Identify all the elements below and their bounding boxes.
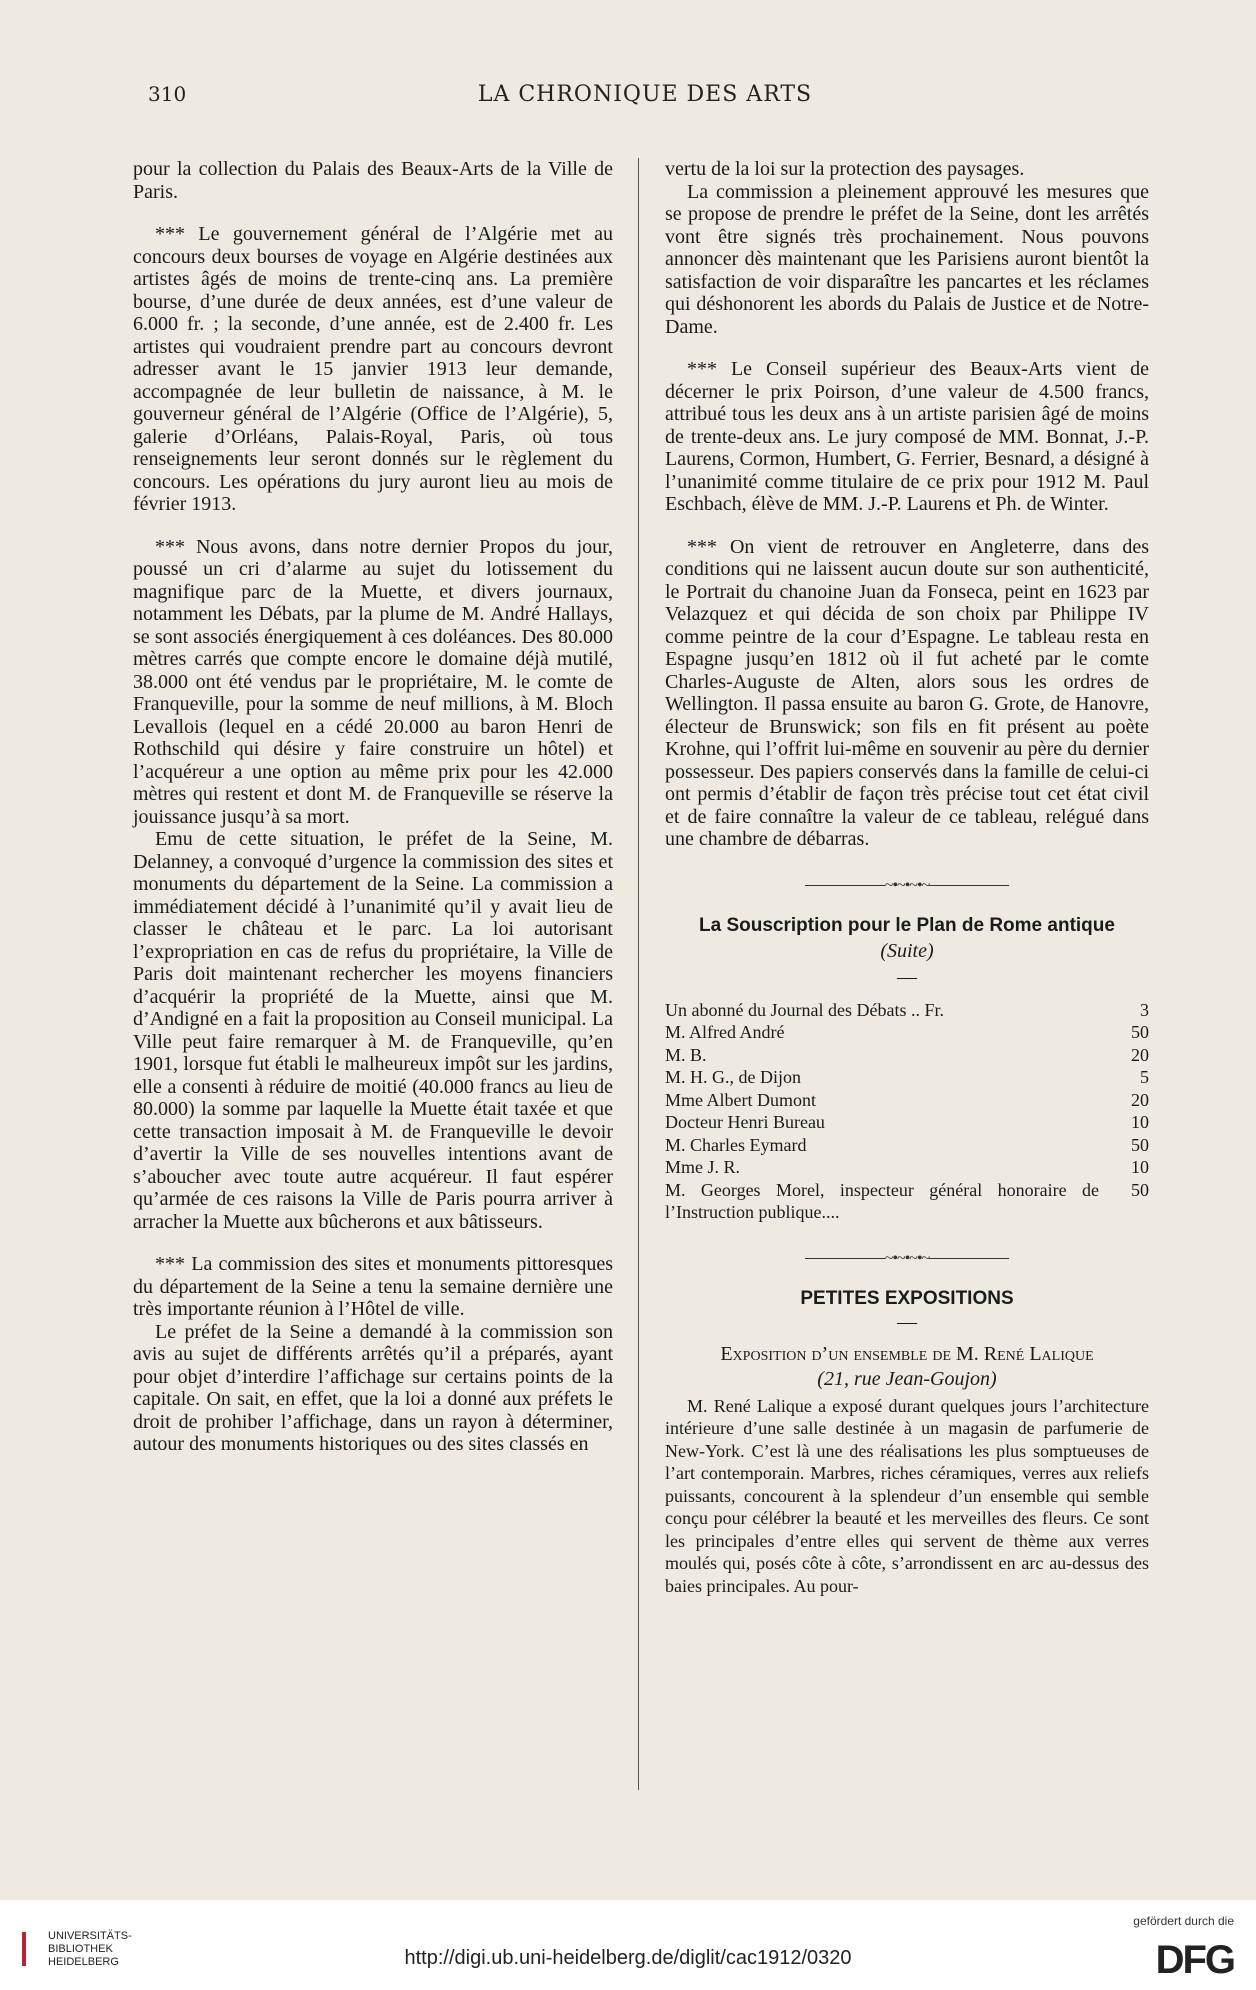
paragraph: Emu de cette situation, le préfet de la Seine, M. Delanney, a convoqué d’urgence la commission des sites et monuments du département de la Seine. La commission a immédiatement décidé à l’unanimité qu’il y avait lieu de classer le château et le parc. La loi autorisant l’expropriation en cas de refus du propriétaire, la Ville de Paris doit maintenant rechercher les moyens financiers d’acquérir la propriété de la Muette, ainsi que M. d’Andigné en a fait la proposition au Conseil municipal. La Ville peut faire remarquer à M. de Franqueville, qu’en 1901, lorsque fut établi le malheureux impôt sur les jardins, elle a consenti à réduire de moitié (40.000 francs au lieu de 80.000) la somme par laquelle la Muette était taxée et que cette transaction imposait à M. de Franqueville le devoir d’avertir la Ville de ses nouvelles intentions avant de s’aboucher avec toute autre acquéreur. Il faut espérer qu’armée de ces raisons la Ville de Paris pourra arriver à arracher la Muette aux bûcherons et aux bâtisseurs. (133, 828, 613, 1233)
subscriber-name: Mme J. R. (665, 1157, 741, 1177)
journal-title: LA CHRONIQUE DES ARTS (477, 82, 813, 107)
subscription-amount: 20 (1131, 1044, 1149, 1065)
subscription-row (665, 1021, 1149, 1044)
running-head (140, 82, 1150, 112)
subscription-list (665, 999, 1149, 1224)
ornament-divider: ~•~•~•~ (665, 1248, 1149, 1271)
dfg-logo[interactable]: DFG (1155, 1938, 1234, 1982)
right-column (665, 158, 1149, 1597)
university-line: HEIDELBERG (48, 1956, 119, 1968)
subscriber-name: Docteur Henri Bureau (665, 1112, 825, 1132)
exhibit-text: M. René Lalique a exposé durant quelques jours l’architecture intérieure d’une salle destinée à un magasin de parfumerie de New-York. C’est là une des réalisations les plus somptueuses de l’art contemporain. Marbres, riches céramiques, verres aux reliefs puissants, concourent à la splendeur d’un ensemble qui semble conçu pour célébrer la beauté et les merveilles des fleurs. Ce sont les principales d’entre elles qui servent de thème aux verres moulés qui, posés côte à côte, s’arrondissent en arc au-dessus des baies principales. Au pour- (665, 1395, 1149, 1596)
subscriber-name: M. Georges Morel, inspecteur général honoraire de l’Instruction publique.... (665, 1179, 1099, 1222)
subscription-amount: 5 (1140, 1067, 1149, 1087)
footer-bar (0, 1900, 1256, 1990)
column-divider (638, 158, 639, 1790)
short-rule: — (897, 1310, 917, 1333)
subscription-row (665, 1134, 1149, 1157)
subscription-amount: 10 (1131, 1157, 1149, 1177)
subscriber-name: M. Charles Eymard (665, 1134, 807, 1155)
ornament-divider: ~•~•~•~ (665, 875, 1149, 898)
subscription-title: La Souscription pour le Plan de Rome antique (699, 915, 1115, 936)
paragraph: *** Le gouvernement général de l’Algérie met au concours deux bourses de voyage en Algérie destinées aux artistes âgés de moins de trente-cinq ans. La première bourse, d’une durée de deux années, est d’une valeur de 6.000 fr. ; la seconde, d’une année, est de 2.400 fr. Les artistes qui voudraient prendre part au concours devront adresser avant le 15 janvier 1913 leur demande, accompagnée de leur bulletin de naissance, à M. le gouverneur général de l’Algérie (Office de l’Algérie), 5, galerie d’Orléans, Palais-Royal, Paris, où tous renseignements leur seront donnés sur le règlement du concours. Les opérations du jury auront lieu au mois de février 1913. (133, 223, 613, 515)
paragraph: Le préfet de la Seine a demandé à la commission son avis au sujet de différents arrêtés qu’il a préparés, ayant pour objet d’interdire l’affichage sur certains points de la capitale. On sait, en effet, que la loi a donné aux préfets le droit de prohiber l’affichage, dans un rayon à déterminer, autour des monuments historiques ou des sites classés en (133, 1320, 613, 1455)
subscription-row (665, 1111, 1149, 1134)
page-number: 310 (148, 82, 187, 106)
exhibit-title: Exposition d’un ensemble de M. René Lalique (720, 1343, 1094, 1365)
subscription-amount: 50 (1131, 1022, 1149, 1042)
university-line: UNIVERSITÄTS- (48, 1930, 132, 1942)
expositions-title: PETITES EXPOSITIONS (800, 1288, 1014, 1309)
subscriber-name: Un abonné du Journal des Débats .. Fr. (665, 999, 944, 1020)
subscription-amount: 10 (1131, 1112, 1149, 1132)
paragraph: La commission a pleinement approuvé les mesures que se propose de prendre le préfet de la Seine, dont les arrêtés vont être signés très prochainement. Nous pouvons annoncer dès maintenant que les Parisiens auront bientôt la satisfaction de voir disparaître les pancartes et les réclames qui déshonorent les abords du Palais de Justice et de Notre-Dame. (665, 180, 1149, 338)
subscriber-name: M. Alfred André (665, 1022, 785, 1042)
paragraph: pour la collection du Palais des Beaux-Arts de la Ville de Paris. (133, 158, 613, 203)
paragraph: *** Le Conseil supérieur des Beaux-Arts vient de décerner le prix Poirson, d’une valeur de 4.500 francs, attribué tous les deux ans à un artiste parisien âgé de moins de trente-deux ans. Le jury composé de MM. Bonnat, J.-P. Laurens, Cormon, Humbert, G. Ferrier, Besnard, a désigné à l’unanimité comme titulaire de ce prix pour 1912 M. Paul Eschbach, élève de MM. J.-P. Laurens et Ph. de Winter. (665, 358, 1149, 515)
subscription-row (665, 1156, 1149, 1179)
permalink-url[interactable]: http://digi.ub.uni-heidelberg.de/diglit/cac1912/0320 (404, 1947, 852, 1969)
paragraph: *** La commission des sites et monuments pittoresques du département de la Seine a tenu la semaine dernière une très importante réunion à l’Hôtel de ville. (133, 1253, 613, 1320)
funding-note: gefördert durch die (1133, 1914, 1234, 1928)
paragraph: *** Nous avons, dans notre dernier Propos du jour, poussé un cri d’alarme au sujet du lotissement du magnifique parc de la Muette, et divers journaux, notamment les Débats, par la plume de M. André Hallays, se sont associés énergiquement à ces doléances. Des 80.000 mètres carrés que compte encore le domaine déjà mutilé, 38.000 ont été vendus par le propriétaire, M. le comte de Franqueville, pour la somme de neuf millions, à M. Bloch Levallois (lequel en a cédé 20.000 au baron Henri de Rothschild qui désire y faire construire un hôtel) et l’acquéreur a une option au même prix pour les 42.000 mètres qui restent et dont M. de Franqueville se réserve la jouissance jusqu’à sa mort. (133, 535, 613, 828)
subscriber-name: Mme Albert Dumont (665, 1089, 816, 1110)
paragraph: vertu de la loi sur la protection des paysages. (665, 158, 1025, 180)
subscriber-name: M. B. (665, 1044, 707, 1065)
subscription-row (665, 1066, 1149, 1089)
left-column (133, 158, 613, 1456)
subscription-subtitle: (Suite) (880, 939, 934, 962)
subscription-amount: 50 (1131, 1134, 1149, 1155)
subscriber-name: M. H. G., de Dijon (665, 1067, 801, 1087)
exhibit-address: (21, rue Jean-Goujon) (817, 1368, 997, 1390)
subscription-amount: 3 (1140, 999, 1149, 1020)
paragraph: *** On vient de retrouver en Angleterre, dans des conditions qui ne laissent aucun doute sur son authenticité, le Portrait du chanoine Juan da Fonseca, peint en 1623 par Velazquez et qui décida de son choix par Philippe IV comme peintre de la cour d’Espagne. Le tableau resta en Espagne jusqu’en 1812 où il fut acheté par le comte Charles-Auguste de Alten, alors sous les ordres de Wellington. Il passa ensuite au baron G. Grote, de Hanovre, électeur de Brunswick; son fils en fit présent au poète Krohne, qui l’offrit lui-même en souvenir au père du dernier possesseur. Des papiers conservés dans la famille de celui-ci ont permis d’établir de façon très précise tout cet état civil et de faire connaître la valeur de ce tableau, relégué dans une chambre de débarras. (665, 535, 1149, 850)
subscription-row (665, 1044, 1149, 1067)
university-line: BIBLIOTHEK (48, 1943, 113, 1955)
subscription-row (665, 1179, 1149, 1224)
subscription-row (665, 1089, 1149, 1112)
short-rule: — (897, 966, 917, 988)
subscription-row (665, 999, 1149, 1022)
subscription-amount: 50 (1131, 1179, 1149, 1200)
subscription-amount: 20 (1131, 1089, 1149, 1110)
